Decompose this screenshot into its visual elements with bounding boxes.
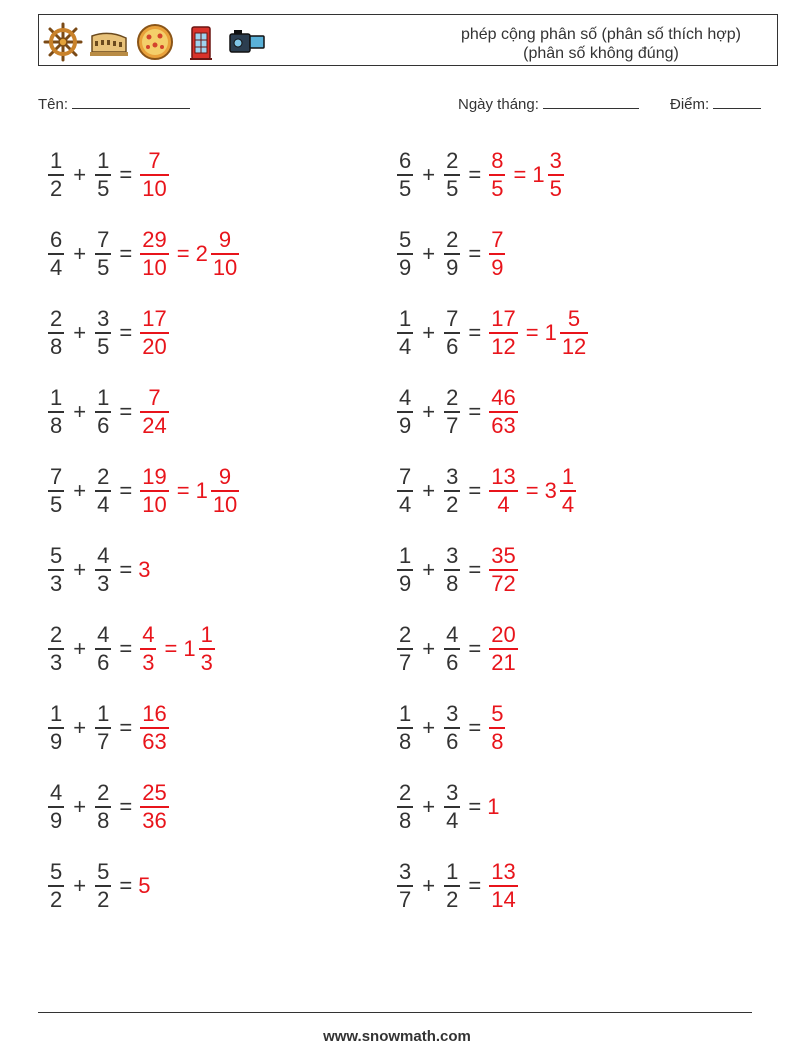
name-blank[interactable] (72, 94, 190, 109)
plus-sign: + (422, 715, 436, 740)
score-field[interactable] (670, 94, 761, 113)
addend-1 (48, 780, 64, 834)
answer-fraction-numerator: 13 (491, 859, 516, 885)
equals-sign-mixed: = (176, 478, 190, 503)
date-blank[interactable] (543, 94, 639, 109)
addend-1 (48, 543, 64, 597)
addend-2-numerator: 4 (97, 543, 110, 569)
addend-2-numerator: 4 (446, 622, 459, 648)
date-label: Ngày tháng: (458, 96, 539, 113)
mixed-whole: 1 (532, 162, 545, 187)
addend-1 (397, 622, 413, 676)
addend-1 (397, 543, 413, 597)
addend-1 (397, 306, 413, 360)
plus-sign: + (73, 873, 87, 898)
problem-20 (395, 856, 520, 916)
mixed-fraction (560, 306, 588, 360)
answer-fraction-numerator: 7 (148, 385, 161, 411)
equals-sign: = (119, 399, 133, 424)
addend-1-numerator: 7 (399, 464, 412, 490)
addend-2-numerator: 3 (97, 306, 110, 332)
problem-8 (395, 382, 520, 442)
mixed-fraction-numerator: 3 (549, 148, 562, 174)
addend-1-numerator: 2 (399, 622, 412, 648)
addend-1-numerator: 1 (50, 701, 63, 727)
addend-2-denominator: 2 (446, 491, 459, 517)
addend-1-denominator: 8 (50, 333, 63, 359)
answer-fraction (140, 385, 168, 439)
problem-18 (395, 777, 499, 837)
equals-sign: = (119, 162, 133, 187)
addend-2 (444, 148, 460, 202)
answer-fraction-numerator: 25 (142, 780, 167, 806)
mixed-fraction (211, 464, 239, 518)
answer-fraction (140, 464, 168, 518)
addend-2-numerator: 4 (97, 622, 110, 648)
title-line-1: phép cộng phân số (phân số thích hợp) (460, 26, 741, 43)
mixed-fraction (199, 622, 215, 676)
answer-fraction (489, 622, 517, 676)
answer-fraction-denominator: 14 (491, 886, 516, 912)
addend-2-numerator: 3 (446, 780, 459, 806)
worksheet-title (461, 25, 741, 63)
addend-1-denominator: 8 (50, 412, 63, 438)
mixed-fraction-numerator: 9 (218, 464, 232, 490)
answer-fraction (489, 859, 517, 913)
addend-1-denominator: 3 (50, 570, 63, 596)
equals-sign: = (468, 794, 482, 819)
answer-fraction-denominator: 36 (142, 807, 167, 833)
problem-15 (46, 698, 171, 758)
pizza-icon (135, 22, 175, 62)
problem-7 (46, 382, 171, 442)
equals-sign-mixed: = (513, 162, 527, 187)
addend-1-numerator: 1 (399, 543, 412, 569)
answer-fraction (489, 385, 517, 439)
problem-3 (46, 224, 241, 284)
answer-fraction (140, 701, 168, 755)
phone-booth-icon (181, 22, 221, 62)
equals-sign: = (119, 794, 133, 819)
addend-2-denominator: 8 (446, 570, 459, 596)
addend-2-numerator: 1 (97, 148, 110, 174)
addend-2-numerator: 7 (97, 227, 110, 253)
answer-whole: 3 (138, 557, 151, 582)
equals-sign: = (119, 715, 133, 740)
problem-17 (46, 777, 171, 837)
answer-fraction-denominator: 3 (142, 649, 155, 675)
addend-1-denominator: 8 (399, 807, 412, 833)
addend-1 (48, 306, 64, 360)
addend-1-numerator: 4 (50, 780, 63, 806)
addend-2-denominator: 6 (446, 728, 459, 754)
title-line-2: (phân số không đúng) (523, 45, 679, 62)
answer-fraction-numerator: 7 (148, 148, 161, 174)
addend-1-denominator: 7 (399, 649, 412, 675)
problem-4 (395, 224, 507, 284)
addend-2 (444, 859, 460, 913)
answer-fraction-numerator: 17 (491, 306, 516, 332)
mixed-whole: 3 (544, 478, 557, 503)
addend-1 (397, 464, 413, 518)
mixed-whole: 1 (183, 636, 196, 661)
answer-fraction (140, 780, 168, 834)
equals-sign-mixed: = (176, 241, 190, 266)
equals-sign: = (468, 715, 482, 740)
answer-fraction-denominator: 9 (491, 254, 504, 280)
addend-1-denominator: 4 (399, 333, 412, 359)
equals-sign: = (468, 162, 482, 187)
problem-16 (395, 698, 507, 758)
addend-1 (48, 464, 64, 518)
equals-sign: = (119, 241, 133, 266)
answer-fraction-denominator: 63 (491, 412, 516, 438)
mixed-fraction (548, 148, 564, 202)
worksheet-header (38, 14, 778, 66)
addend-2-denominator: 6 (446, 649, 459, 675)
equals-sign: = (468, 873, 482, 898)
plus-sign: + (73, 399, 87, 424)
mixed-fraction-denominator: 10 (212, 491, 238, 517)
addend-2-denominator: 7 (446, 412, 459, 438)
plus-sign: + (73, 794, 87, 819)
mixed-fraction-denominator: 12 (561, 333, 587, 359)
answer-fraction-numerator: 20 (491, 622, 516, 648)
addend-2-numerator: 3 (446, 543, 459, 569)
equals-sign: = (468, 557, 482, 582)
addend-1-numerator: 6 (50, 227, 63, 253)
addend-2-numerator: 1 (446, 859, 459, 885)
addend-1 (397, 148, 413, 202)
addend-1-denominator: 4 (399, 491, 412, 517)
footer-url: www.snowmath.com (323, 1028, 471, 1045)
equals-sign: = (468, 241, 482, 266)
addend-2 (95, 148, 111, 202)
answer-fraction-denominator: 10 (142, 254, 167, 280)
addend-2 (95, 859, 111, 913)
addend-2 (95, 543, 111, 597)
problem-9 (46, 461, 241, 521)
plus-sign: + (422, 399, 436, 424)
addend-2-numerator: 5 (97, 859, 110, 885)
addend-1-numerator: 7 (50, 464, 63, 490)
addend-1 (397, 385, 413, 439)
answer-fraction-denominator: 72 (491, 570, 516, 596)
addend-2-numerator: 2 (97, 464, 110, 490)
addend-1-denominator: 9 (50, 807, 63, 833)
addend-2-numerator: 1 (97, 385, 110, 411)
answer-fraction-numerator: 5 (491, 701, 504, 727)
addend-1-numerator: 5 (399, 227, 412, 253)
addend-1 (48, 227, 64, 281)
plus-sign: + (73, 557, 87, 582)
addend-2 (444, 227, 460, 281)
addend-1-numerator: 2 (50, 622, 63, 648)
addend-1 (48, 385, 64, 439)
addend-2 (444, 543, 460, 597)
equals-sign: = (468, 478, 482, 503)
answer-whole: 1 (487, 794, 500, 819)
equals-sign-mixed: = (525, 478, 539, 503)
addend-2-numerator: 7 (446, 306, 459, 332)
addend-2 (444, 780, 460, 834)
addend-1-denominator: 5 (50, 491, 63, 517)
equals-sign: = (468, 636, 482, 661)
name-label: Tên: (38, 96, 69, 113)
answer-fraction-denominator: 63 (142, 728, 167, 754)
mixed-fraction-denominator: 5 (549, 175, 562, 201)
equals-sign: = (119, 320, 133, 345)
answer-fraction-numerator: 8 (491, 148, 504, 174)
addend-2-denominator: 6 (97, 412, 110, 438)
plus-sign: + (422, 636, 436, 661)
header-icons (43, 22, 267, 62)
problem-5 (46, 303, 171, 363)
answer-fraction-denominator: 21 (491, 649, 516, 675)
addend-1-numerator: 2 (50, 306, 63, 332)
problem-11 (46, 540, 150, 600)
answer-fraction (140, 306, 168, 360)
plus-sign: + (73, 715, 87, 740)
addend-2 (95, 306, 111, 360)
answer-fraction-numerator: 16 (142, 701, 167, 727)
mixed-fraction-numerator: 1 (200, 622, 213, 648)
answer-fraction-numerator: 4 (142, 622, 155, 648)
addend-2-denominator: 2 (97, 886, 110, 912)
mixed-fraction (211, 227, 239, 281)
equals-sign-mixed: = (164, 636, 178, 661)
addend-2 (444, 464, 460, 518)
addend-1 (48, 148, 64, 202)
answer-fraction-denominator: 20 (142, 333, 167, 359)
addend-1-denominator: 9 (399, 412, 412, 438)
addend-1-numerator: 5 (50, 543, 63, 569)
answer-fraction (489, 543, 517, 597)
answer-fraction (489, 306, 517, 360)
addend-2-numerator: 3 (446, 701, 459, 727)
addend-1-denominator: 9 (399, 254, 412, 280)
addend-2 (444, 701, 460, 755)
answer-fraction-numerator: 29 (142, 227, 167, 253)
plus-sign: + (422, 241, 436, 266)
addend-2-denominator: 8 (97, 807, 110, 833)
mixed-fraction-denominator: 4 (561, 491, 575, 517)
addend-1 (397, 701, 413, 755)
addend-2 (95, 701, 111, 755)
problem-2 (395, 145, 566, 205)
addend-2-numerator: 2 (446, 148, 459, 174)
addend-2-denominator: 5 (97, 254, 110, 280)
addend-1-denominator: 4 (50, 254, 63, 280)
answer-whole: 5 (138, 873, 151, 898)
mixed-fraction-numerator: 9 (218, 227, 232, 253)
addend-2 (444, 306, 460, 360)
addend-2-denominator: 5 (97, 175, 110, 201)
plus-sign: + (73, 636, 87, 661)
mixed-fraction-numerator: 1 (561, 464, 575, 490)
addend-2 (95, 622, 111, 676)
addend-1-numerator: 1 (50, 148, 63, 174)
plus-sign: + (422, 320, 436, 345)
mixed-whole: 1 (544, 320, 557, 345)
plus-sign: + (422, 794, 436, 819)
plus-sign: + (73, 162, 87, 187)
answer-fraction-denominator: 4 (497, 491, 510, 517)
addend-1 (397, 780, 413, 834)
plus-sign: + (422, 873, 436, 898)
score-label: Điểm: (670, 96, 710, 113)
addend-1-denominator: 2 (50, 175, 63, 201)
addend-1-numerator: 1 (399, 701, 412, 727)
plus-sign: + (422, 478, 436, 503)
equals-sign-mixed: = (525, 320, 539, 345)
addend-2-denominator: 5 (97, 333, 110, 359)
addend-2-denominator: 5 (446, 175, 459, 201)
addend-2-numerator: 2 (446, 227, 459, 253)
problem-12 (395, 540, 520, 600)
addend-1-denominator: 9 (399, 570, 412, 596)
problem-19 (46, 856, 150, 916)
addend-1-numerator: 4 (399, 385, 412, 411)
plus-sign: + (73, 241, 87, 266)
plus-sign: + (73, 320, 87, 345)
answer-fraction-denominator: 10 (142, 175, 167, 201)
problem-14 (395, 619, 520, 679)
mixed-whole: 2 (195, 241, 208, 266)
answer-fraction-numerator: 35 (491, 543, 516, 569)
addend-1-numerator: 1 (399, 306, 412, 332)
addend-2-numerator: 2 (446, 385, 459, 411)
addend-2-denominator: 4 (97, 491, 110, 517)
addend-2 (444, 622, 460, 676)
addend-1-numerator: 2 (399, 780, 412, 806)
camcorder-icon (227, 22, 267, 62)
answer-fraction-numerator: 17 (142, 306, 167, 332)
addend-2-denominator: 3 (97, 570, 110, 596)
mixed-fraction-denominator: 10 (212, 254, 238, 280)
ship-wheel-icon (43, 22, 83, 62)
answer-fraction-denominator: 10 (142, 491, 167, 517)
mixed-fraction-numerator: 5 (567, 306, 581, 332)
plus-sign: + (422, 557, 436, 582)
answer-fraction (140, 227, 168, 281)
answer-fraction (140, 148, 168, 202)
equals-sign: = (119, 478, 133, 503)
plus-sign: + (422, 162, 436, 187)
colosseum-icon (89, 22, 129, 62)
addend-1 (48, 622, 64, 676)
addend-2 (95, 227, 111, 281)
addend-1-numerator: 5 (50, 859, 63, 885)
equals-sign: = (119, 557, 133, 582)
addend-2-denominator: 9 (446, 254, 459, 280)
problem-1 (46, 145, 171, 205)
answer-fraction-numerator: 19 (142, 464, 167, 490)
answer-fraction-numerator: 7 (491, 227, 504, 253)
answer-fraction-denominator: 5 (491, 175, 504, 201)
answer-fraction-numerator: 46 (491, 385, 516, 411)
addend-2-denominator: 6 (446, 333, 459, 359)
problem-10 (395, 461, 578, 521)
addend-1-denominator: 8 (399, 728, 412, 754)
equals-sign: = (119, 636, 133, 661)
addend-1 (48, 859, 64, 913)
score-blank[interactable] (713, 94, 761, 109)
addend-1-denominator: 5 (399, 175, 412, 201)
problem-13 (46, 619, 217, 679)
addend-2 (95, 385, 111, 439)
addend-2-numerator: 2 (97, 780, 110, 806)
equals-sign: = (119, 873, 133, 898)
addend-1 (48, 701, 64, 755)
addend-1-numerator: 6 (399, 148, 412, 174)
name-field[interactable] (38, 94, 190, 113)
addend-1 (397, 227, 413, 281)
answer-fraction (489, 227, 505, 281)
addend-1-numerator: 3 (399, 859, 412, 885)
addend-2-denominator: 4 (446, 807, 459, 833)
answer-fraction-denominator: 8 (491, 728, 504, 754)
mixed-fraction-denominator: 3 (200, 649, 213, 675)
addend-1-denominator: 7 (399, 886, 412, 912)
addend-1-numerator: 1 (50, 385, 63, 411)
addend-2 (444, 385, 460, 439)
mixed-whole: 1 (195, 478, 208, 503)
answer-fraction-denominator: 12 (491, 333, 516, 359)
addend-2-denominator: 6 (97, 649, 110, 675)
answer-fraction (489, 148, 505, 202)
equals-sign: = (468, 399, 482, 424)
addend-2-denominator: 7 (97, 728, 110, 754)
addend-2-numerator: 1 (97, 701, 110, 727)
problem-6 (395, 303, 590, 363)
equals-sign: = (468, 320, 482, 345)
answer-fraction (489, 701, 505, 755)
addend-2 (95, 780, 111, 834)
addend-2-denominator: 2 (446, 886, 459, 912)
answer-fraction-denominator: 24 (142, 412, 167, 438)
addend-1 (397, 859, 413, 913)
addend-2 (95, 464, 111, 518)
date-field[interactable] (458, 94, 639, 113)
addend-1-denominator: 9 (50, 728, 63, 754)
answer-fraction-numerator: 13 (491, 464, 516, 490)
plus-sign: + (73, 478, 87, 503)
addend-2-numerator: 3 (446, 464, 459, 490)
footer-divider (38, 1012, 752, 1013)
addend-1-denominator: 2 (50, 886, 63, 912)
answer-fraction (489, 464, 517, 518)
answer-fraction (140, 622, 156, 676)
addend-1-denominator: 3 (50, 649, 63, 675)
mixed-fraction (560, 464, 576, 518)
